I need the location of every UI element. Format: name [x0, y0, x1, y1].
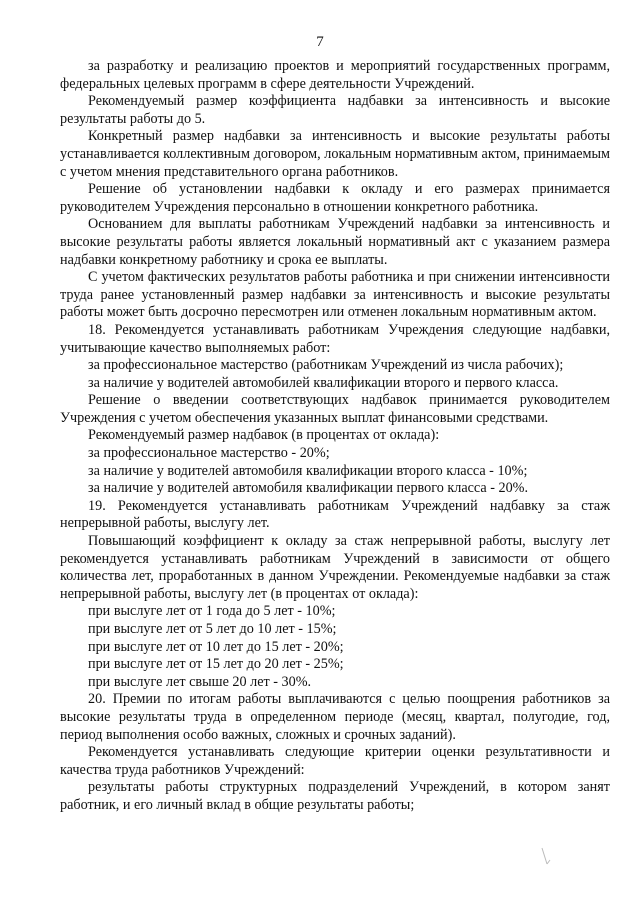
list-item: за наличие у водителей автомобилей квалификации второго и первого класса.	[88, 374, 559, 391]
paragraph: С учетом фактических результатов работы работника и при снижении интенсивности труда ранее установленный размер надбавки за интенсивность и высокие результаты работы может быть досрочно пересмотрен или отменен локальным нормативным актом.	[60, 269, 610, 321]
scan-mark	[538, 846, 560, 868]
paragraph: Решение о введении соответствующих надбавок принимается руководителем Учреждения с учетом обеспечения указанных выплат финансовыми средствами.	[60, 392, 610, 426]
paragraph: Решение об установлении надбавки к окладу и его размерах принимается руководителем Учреждения персонально в отношении конкретного работника.	[60, 181, 610, 215]
list-item: за наличие у водителей автомобиля квалификации первого класса - 20%.	[88, 480, 529, 497]
paragraph: 20. Премии по итогам работы выплачиваются с целью поощрения работников за высокие результаты труда в определенном периоде (месяц, квартал, полугодие, год, период выполнения особо важных, сложных и срочных заданий).	[60, 691, 610, 743]
paragraph: 18. Рекомендуется устанавливать работникам Учреждения следующие надбавки, учитывающие качество выполняемых работ:	[60, 321, 610, 356]
paragraph: Конкретный размер надбавки за интенсивность и высокие результаты работы устанавливается коллективным договором, локальным нормативным актом, принимаемым с учетом мнения представительного органа работников.	[60, 128, 610, 180]
list-item: при выслуге лет свыше 20 лет - 30%.	[88, 673, 312, 690]
paragraph: Рекомендуется устанавливать следующие критерии оценки результативности и качества труда работников Учреждений:	[60, 744, 610, 778]
list-item: за профессиональное мастерство - 20%;	[88, 445, 330, 462]
list-item: при выслуге лет от 5 лет до 10 лет - 15%;	[88, 621, 337, 637]
paragraph: результаты работы структурных подразделений Учреждений, в котором занят работник, и его личный вклад в общие результаты работы;	[60, 779, 610, 813]
paragraph: Повышающий коэффициент к окладу за стаж непрерывной работы, выслугу лет рекомендуется устанавливать работникам Учреждений в зависимости от общего количества лет, проработанных в данном Учреждении. Рекомендуемые надбавки за стаж непрерывной работы, выслугу лет (в процентах от оклада):	[60, 533, 610, 602]
list-item: за наличие у водителей автомобиля квалификации второго класса - 10%;	[88, 462, 528, 479]
paragraph: Рекомендуемый размер коэффициента надбавки за интенсивность и высокие результаты работы до 5.	[60, 93, 610, 127]
paragraph: за разработку и реализацию проектов и мероприятий государственных программ, федеральных целевых программ в сфере деятельности Учреждений.	[60, 58, 610, 92]
page-number: 7	[316, 34, 324, 50]
paragraph: Рекомендуемый размер надбавок (в процентах от оклада):	[88, 427, 440, 444]
list-item: за профессиональное мастерство (работникам Учреждений из числа рабочих);	[88, 357, 564, 374]
list-item: при выслуге лет от 1 года до 5 лет - 10%;	[88, 603, 336, 620]
paragraph: Основанием для выплаты работникам Учреждений надбавки за интенсивность и высокие результаты работы является локальный нормативный акт с указанием размера надбавки конкретному работнику и срока ее выплаты.	[60, 216, 610, 268]
list-item: при выслуге лет от 15 лет до 20 лет - 25%;	[88, 656, 344, 673]
list-item: при выслуге лет от 10 лет до 15 лет - 20%;	[88, 638, 344, 655]
document-body	[60, 58, 610, 815]
paragraph: 19. Рекомендуется устанавливать работникам Учреждений надбавку за стаж непрерывной работы, выслугу лет.	[60, 497, 610, 532]
